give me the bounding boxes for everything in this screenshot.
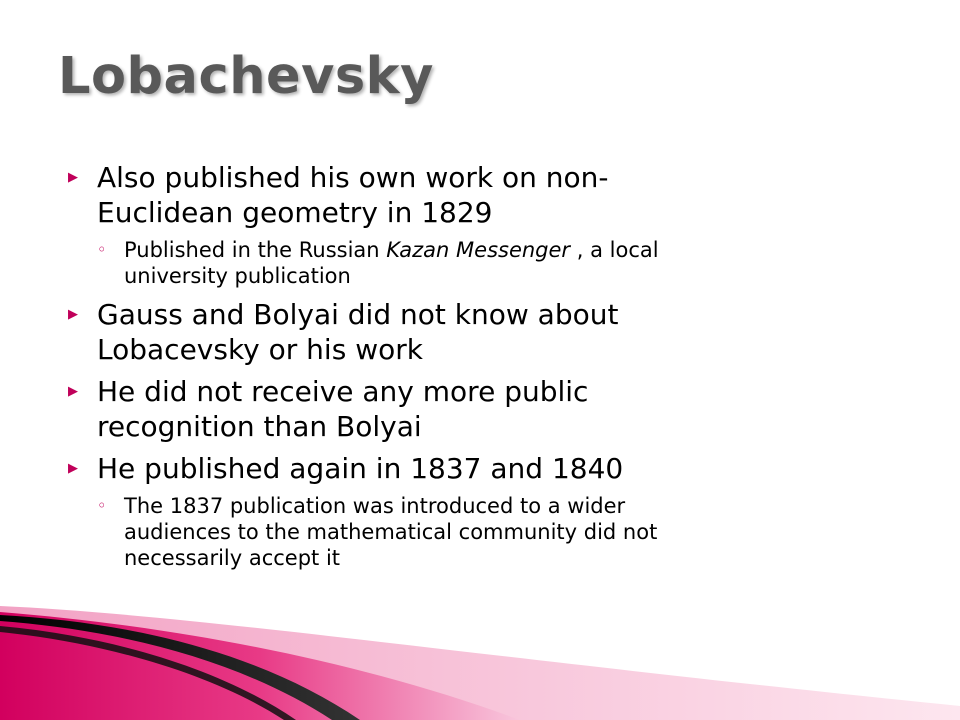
bullet-3-line-2: recognition than Bolyai xyxy=(97,410,422,443)
sub-bullet-1-1-prefix: Published in the Russian xyxy=(124,238,387,262)
sub-bullet-4-1-line-3: necessarily accept it xyxy=(124,546,341,570)
triangle-bullet-icon: ▶ xyxy=(68,170,78,185)
bullet-1-line-2: Euclidean geometry in 1829 xyxy=(97,196,493,229)
bullet-4-line-1: He published again in 1837 and 1840 xyxy=(97,452,624,485)
sub-bullet-1-1-line-2: university publication xyxy=(124,264,351,288)
triangle-bullet-icon: ▶ xyxy=(68,384,78,399)
publication-name: Kazan Messenger xyxy=(386,238,571,262)
bullet-2-line-1: Gauss and Bolyai did not know about xyxy=(97,298,619,331)
sub-bullet-4-1-line-2: audiences to the mathematical community did not xyxy=(124,520,658,544)
slide-title: Lobachevsky xyxy=(58,47,434,106)
triangle-bullet-icon: ▶ xyxy=(68,307,78,322)
triangle-bullet-icon: ▶ xyxy=(68,461,78,476)
bullet-2-line-2: Lobacevsky or his work xyxy=(97,333,423,366)
sub-bullet-4-1-line-1: The 1837 publication was introduced to a wider xyxy=(124,494,626,518)
circle-bullet-icon: ◦ xyxy=(97,496,107,515)
circle-bullet-icon: ◦ xyxy=(97,240,107,259)
sub-bullet-1-1-suffix: , a local xyxy=(570,238,659,262)
bullet-3-line-1: He did not receive any more public xyxy=(97,375,589,408)
bullet-1-line-1: Also published his own work on non- xyxy=(97,161,609,194)
